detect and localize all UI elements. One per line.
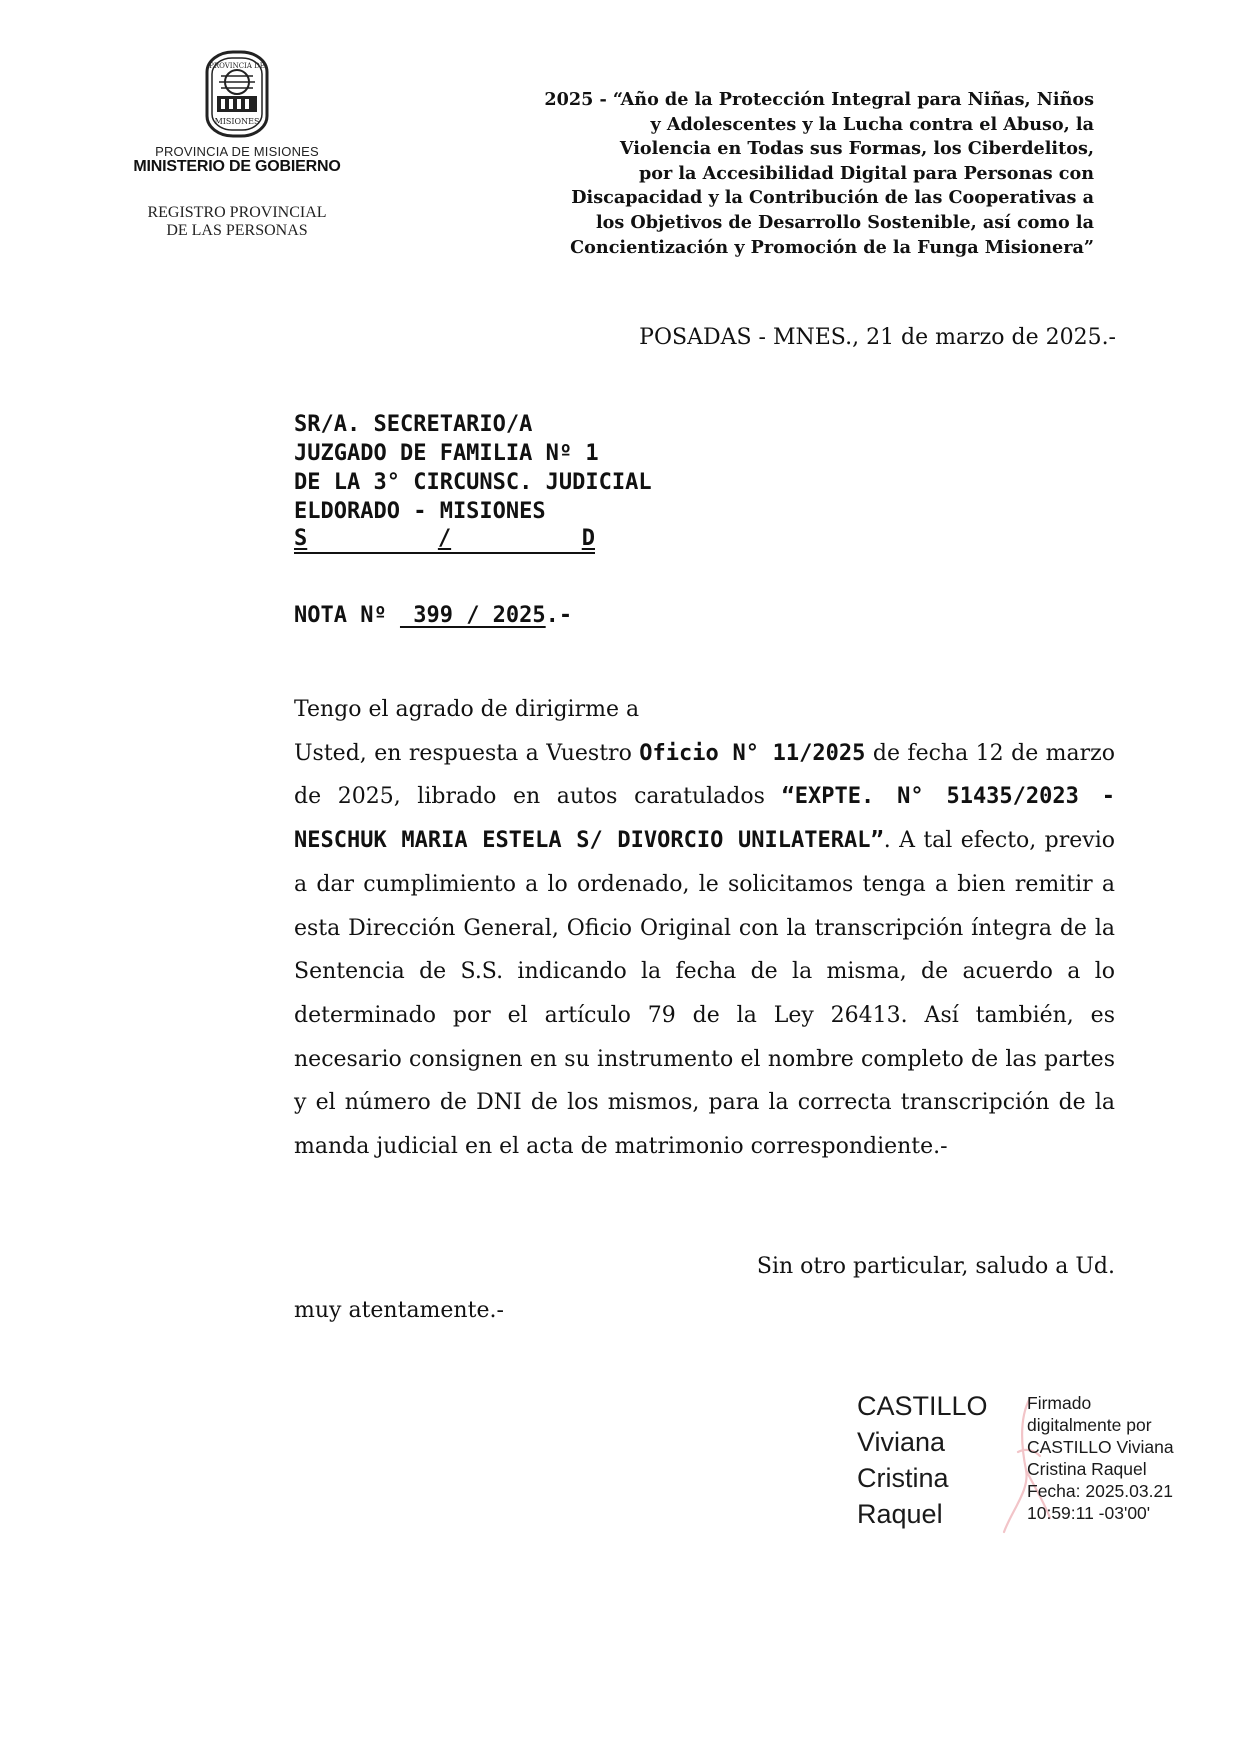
note-prefix: NOTA Nº (294, 603, 400, 628)
sd-right: D (581, 526, 595, 551)
place-and-date: POSADAS - MNES., 21 de marzo de 2025.- (639, 325, 1116, 350)
addressee-line: JUZGADO DE FAMILIA Nº 1 (294, 441, 599, 466)
closing-line2: muy atentamente.- (294, 1298, 504, 1323)
signer-name-line: Cristina (857, 1463, 949, 1493)
province-name: PROVINCIA DE MISIONES (155, 144, 319, 159)
note-number: 399 / 2025 (399, 603, 546, 628)
signature-detail-line: 10:59:11 -03'00' (1027, 1503, 1151, 1523)
closing-line1: Sin otro particular, saludo a Ud. (756, 1254, 1115, 1279)
addressee-line: SR/A. SECRETARIO/A (294, 412, 533, 437)
ministry-name: MINISTERIO DE GOBIERNO (133, 158, 341, 175)
body-part2: de fecha 12 de marzo de 2025, librado en autos caratulados (294, 740, 1116, 810)
body-opening: Tengo el agrado de dirigirme a (294, 697, 640, 722)
letter-body (294, 688, 1115, 1169)
signature-detail-line: Cristina Raquel (1027, 1459, 1147, 1479)
seal-top-text: PROVINCIA DE (209, 62, 265, 70)
signer-name (857, 1388, 988, 1532)
sd-left: S (294, 526, 308, 551)
addressee-line: ELDORADO - MISIONES (294, 499, 546, 524)
signature-detail-line: digitalmente por (1027, 1415, 1152, 1435)
signature-detail-line: Firmado (1027, 1393, 1092, 1413)
registry-name-line2: DE LAS PERSONAS (166, 222, 308, 239)
sd-mid: / (437, 526, 452, 551)
year-motto-line: Concientización y Promoción de la Funga Misionera” (570, 236, 1094, 258)
note-number-line (294, 603, 572, 628)
body-part1: Usted, en respuesta a Vuestro (294, 740, 640, 766)
case-caption: “EXPTE. N° 51435/2023 - NESCHUK MARIA ESTELA S/ DIVORCIO UNILATERAL” (294, 784, 1116, 854)
signer-name-line: Raquel (857, 1499, 943, 1529)
year-motto (472, 88, 1094, 260)
year-motto-line: Discapacidad y la Contribución de las Cooperativas a (571, 187, 1094, 209)
year-motto-line: y Adolescentes y la Lucha contra el Abuso, la (650, 113, 1094, 135)
addressee-block (294, 410, 652, 554)
signature-detail-line: Fecha: 2025.03.21 (1027, 1481, 1173, 1501)
body-part3: . A tal efecto, previo a dar cumplimiento a lo ordenado, le solicitamos tenga a bien remitir a esta Dirección General, Oficio Original con la transcripción íntegra de la Sentencia de S.S. indicando la fecha de la misma, de acuerdo a lo determinado por el artículo 79 de la Ley 26413. Así también, es necesario consignen en su instrumento el nombre completo de las partes y el número de DNI de los mismos, para la correcta transcripción de la manda judicial en el acta de matrimonio correspondiente.- (294, 828, 1115, 1160)
year-motto-line: 2025 - “Año de la Protección Integral para Niñas, Niños (544, 89, 1094, 110)
signature-detail-line: CASTILLO Viviana (1027, 1437, 1174, 1457)
year-motto-line: Violencia en Todas sus Formas, los Ciberdelitos, (619, 138, 1094, 160)
signer-name-line: Viviana (857, 1427, 946, 1457)
registry-name-line1: REGISTRO PROVINCIAL (147, 204, 327, 221)
oficio-reference: Oficio N° 11/2025 (639, 740, 866, 766)
year-motto-line: por la Accesibilidad Digital para Personas con (638, 162, 1094, 184)
note-suffix: .- (545, 603, 573, 628)
provincial-seal-logo (193, 48, 281, 140)
signer-name-line: CASTILLO (857, 1391, 988, 1421)
sd-line (294, 526, 595, 554)
addressee-line: DE LA 3° CIRCUNSC. JUDICIAL (294, 470, 652, 495)
seal-bottom-text: MISIONES (214, 117, 260, 126)
year-motto-line: los Objetivos de Desarrollo Sostenible, así como la (595, 211, 1094, 233)
digital-signature-details (1027, 1392, 1174, 1524)
